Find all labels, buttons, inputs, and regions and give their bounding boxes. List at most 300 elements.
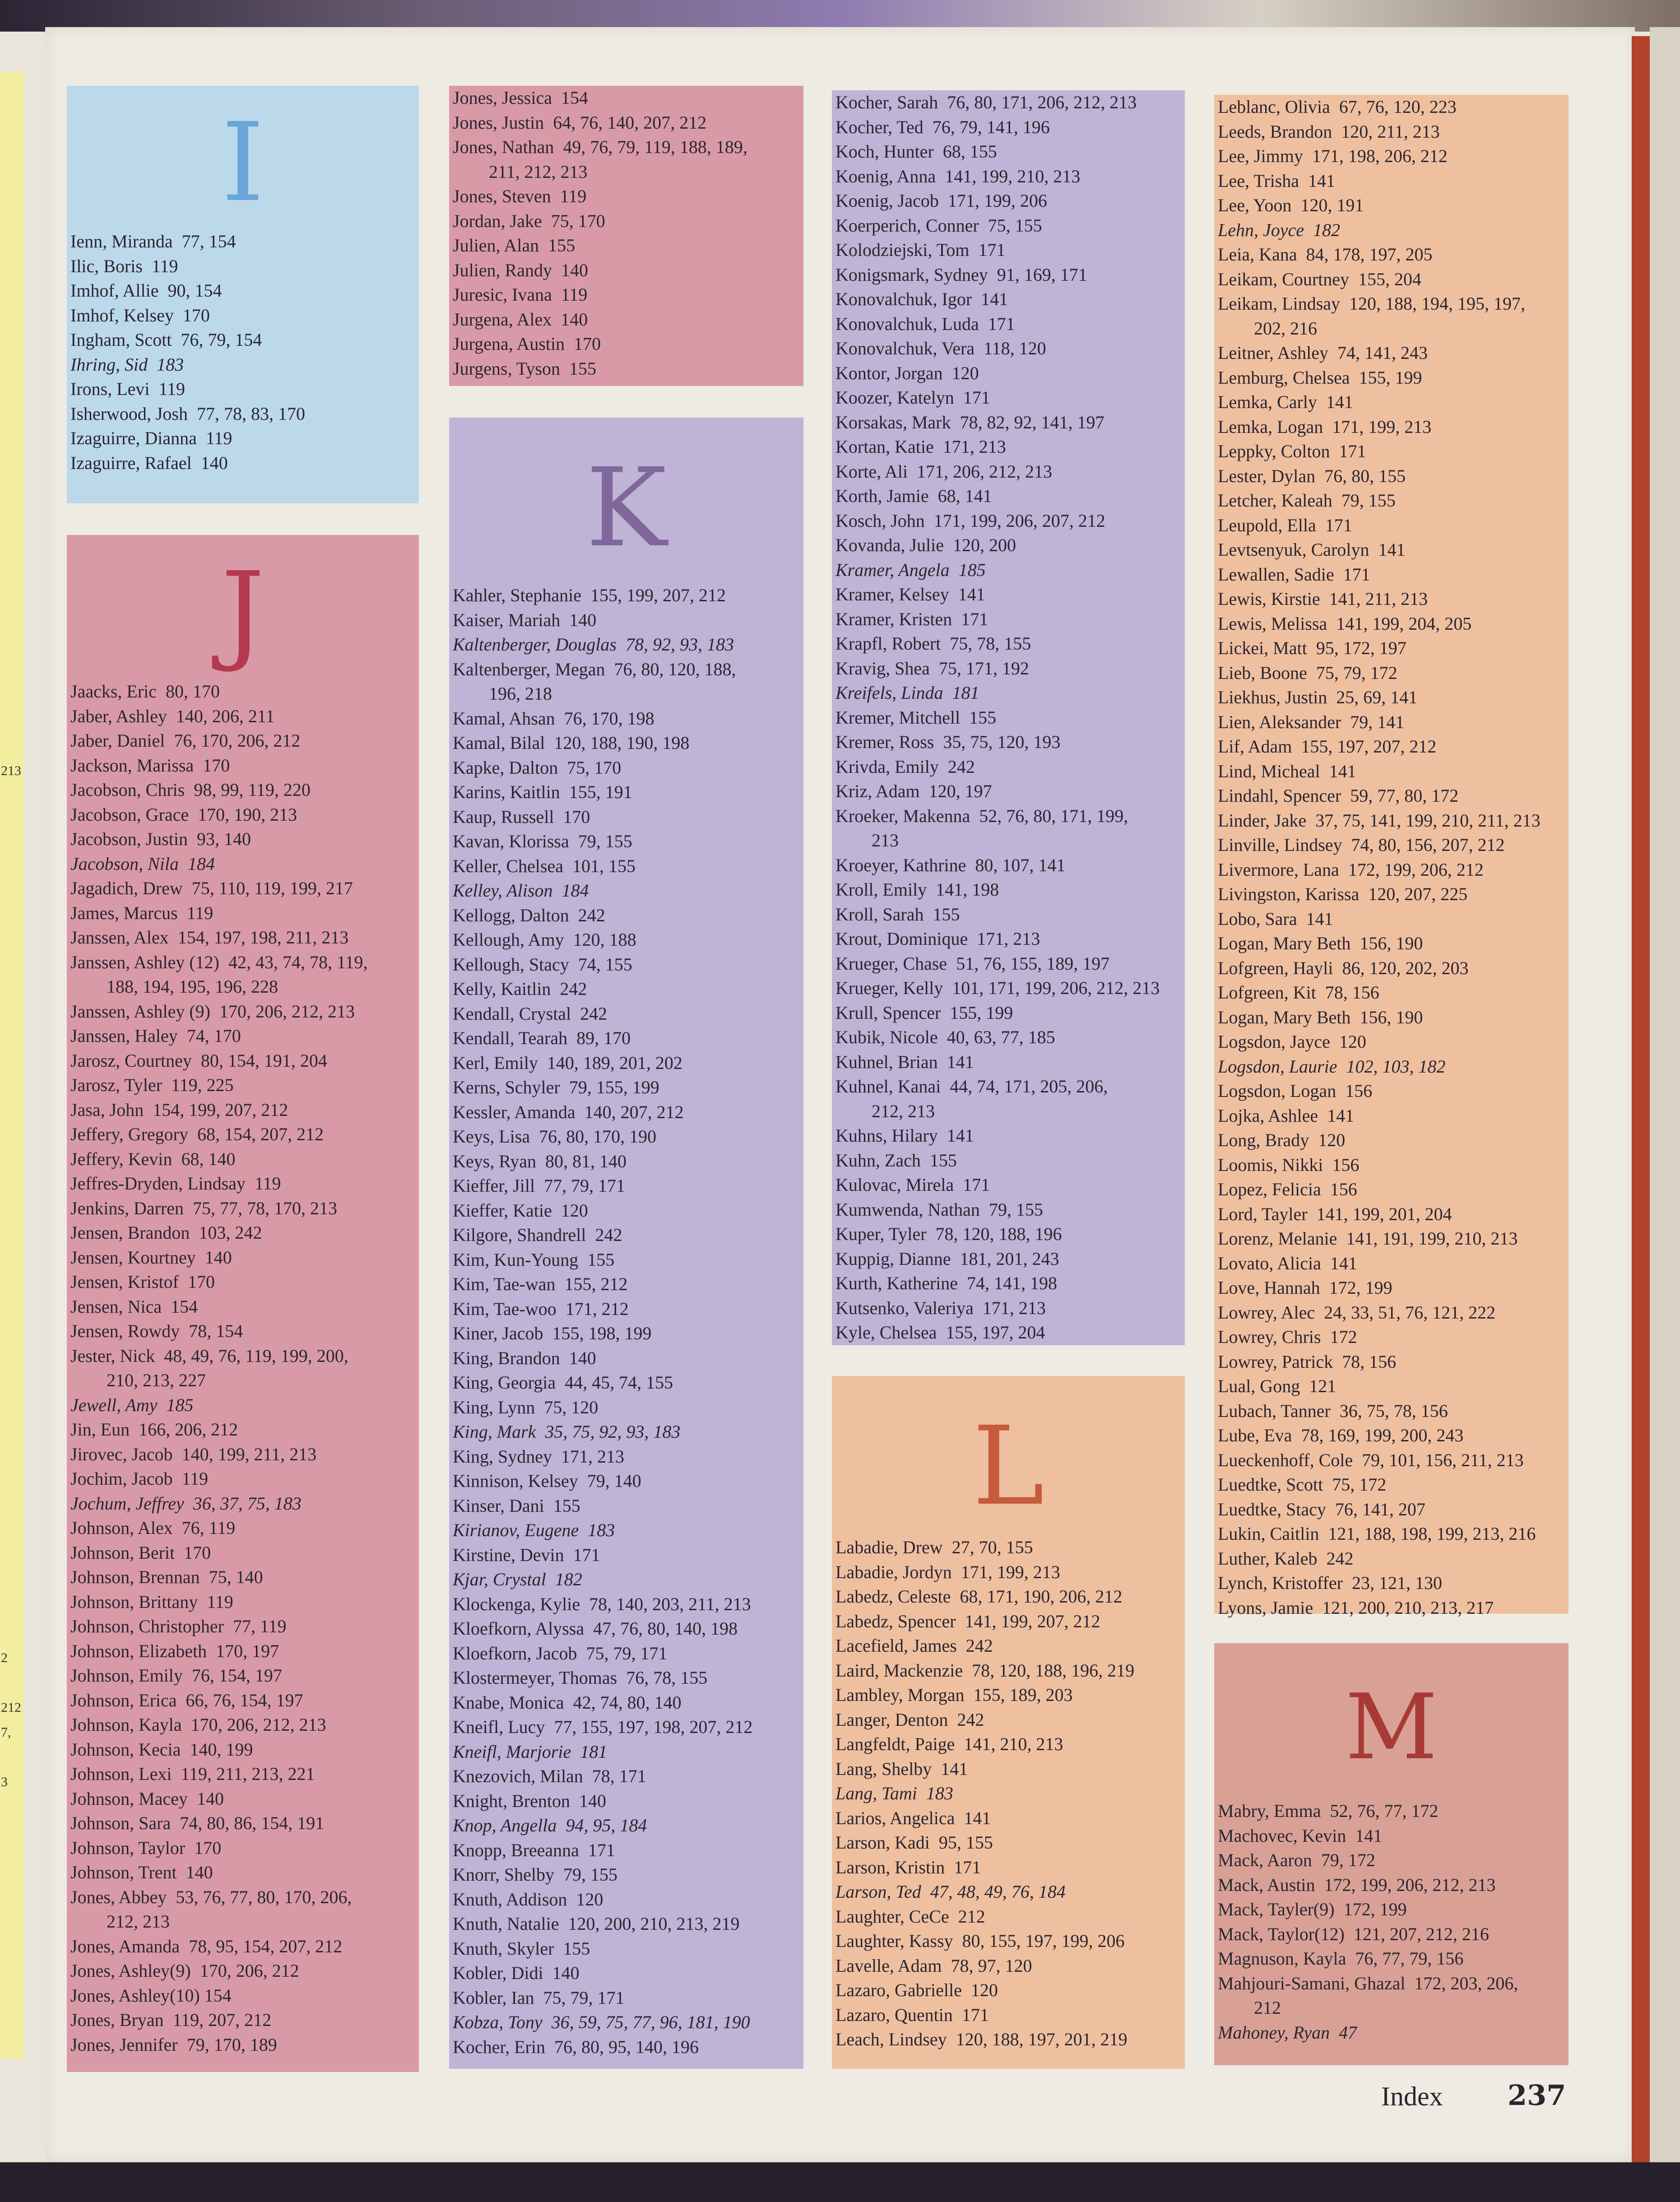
index-entry: Kelley, Alison 184 (453, 880, 589, 901)
index-entry: Logsdon, Jayce 120 (1218, 1031, 1366, 1052)
entry-list-k (453, 583, 800, 2059)
index-entry: Lehn, Joyce 182 (1218, 219, 1341, 240)
index-entry: Jirovec, Jacob 140, 199, 211, 213 (70, 1444, 317, 1464)
index-entry: Kerl, Emily 140, 189, 201, 202 (453, 1052, 682, 1073)
index-entry: Konovalchuk, Vera 118, 120 (835, 338, 1046, 358)
index-entry: Lubach, Tanner 36, 75, 78, 156 (1218, 1400, 1448, 1421)
index-entry: King, Georgia 44, 45, 74, 155 (453, 1372, 673, 1393)
index-entry: Lee, Trisha 141 (1218, 170, 1335, 191)
index-entry: Lavelle, Adam 78, 97, 120 (835, 1955, 1032, 1976)
index-entry: Knuth, Natalie 120, 200, 210, 213, 219 (453, 1914, 740, 1934)
index-entry: Johnson, Trent 140 (70, 1862, 213, 1882)
index-entry: 212, 213 (835, 1101, 935, 1121)
index-entry: Larson, Ted 47, 48, 49, 76, 184 (835, 1881, 1066, 1902)
index-entry: Kutsenko, Valeriya 171, 213 (835, 1297, 1046, 1318)
entry-list-l (835, 1535, 1181, 2052)
index-entry: Kellough, Amy 120, 188 (453, 929, 636, 950)
index-entry: Magnuson, Kayla 76, 77, 79, 156 (1218, 1948, 1464, 1969)
index-entry: Kobler, Didi 140 (453, 1963, 580, 1983)
index-entry: Johnson, Taylor 170 (70, 1837, 222, 1858)
index-entry: Jones, Jennifer 79, 170, 189 (70, 2034, 277, 2055)
index-entry: Keys, Ryan 80, 81, 140 (453, 1151, 627, 1171)
index-entry: Kendall, Crystal 242 (453, 1003, 608, 1024)
index-entry: Kendall, Tearah 89, 170 (453, 1028, 631, 1048)
index-entry: Kaltenberger, Douglas 78, 92, 93, 183 (453, 634, 734, 655)
index-entry: Jin, Eun 166, 206, 212 (70, 1419, 238, 1440)
book-edge (1650, 27, 1680, 2202)
index-entry: Jarosz, Courtney 80, 154, 191, 204 (70, 1050, 327, 1071)
index-entry: Kocher, Erin 76, 80, 95, 140, 196 (453, 2036, 699, 2057)
index-entry: Long, Brady 120 (1218, 1130, 1346, 1150)
index-entry: Janssen, Ashley (9) 170, 206, 212, 213 (70, 1001, 355, 1022)
index-entry: Jones, Amanda 78, 95, 154, 207, 212 (70, 1936, 343, 1956)
index-entry: Logan, Mary Beth 156, 190 (1218, 1007, 1423, 1027)
index-entry: Kramer, Kristen 171 (835, 609, 989, 629)
index-entry: Janssen, Haley 74, 170 (70, 1026, 241, 1046)
index-entry: Linville, Lindsey 74, 80, 156, 207, 212 (1218, 835, 1505, 855)
index-entry: Kramer, Angela 185 (835, 559, 986, 580)
index-entry: Kapke, Dalton 75, 170 (453, 757, 622, 778)
index-entry: Lobo, Sara 141 (1218, 908, 1333, 929)
index-entry: Johnson, Lexi 119, 211, 213, 221 (70, 1764, 315, 1784)
index-entry: Krivda, Emily 242 (835, 756, 975, 777)
index-entry: Kuhnel, Brian 141 (835, 1051, 974, 1072)
index-entry: Lemka, Carly 141 (1218, 392, 1353, 412)
index-entry: Leupold, Ella 171 (1218, 515, 1352, 535)
index-entry: Lewis, Kirstie 141, 211, 213 (1218, 589, 1428, 609)
section-m (1214, 1643, 1569, 2065)
index-entry: Kyle, Chelsea 155, 197, 204 (835, 1322, 1045, 1343)
index-entry: King, Sydney 171, 213 (453, 1446, 624, 1467)
index-entry: Jacobson, Justin 93, 140 (70, 829, 251, 849)
index-entry: Krull, Spencer 155, 199 (835, 1002, 1013, 1023)
index-entry: Lickei, Matt 95, 172, 197 (1218, 638, 1406, 658)
index-entry: Kontor, Jorgan 120 (835, 362, 979, 383)
index-entry: Kirstine, Devin 171 (453, 1544, 600, 1565)
index-entry: Lopez, Felicia 156 (1218, 1179, 1357, 1199)
index-entry: Janssen, Alex 154, 197, 198, 211, 213 (70, 927, 349, 948)
index-entry: 202, 216 (1218, 318, 1317, 339)
index-entry: Jones, Steven 119 (453, 186, 587, 206)
index-entry: Lacefield, James 242 (835, 1635, 993, 1656)
index-entry: Labadie, Jordyn 171, 199, 213 (835, 1561, 1060, 1582)
index-entry: Lewallen, Sadie 171 (1218, 564, 1370, 585)
index-entry: Lazaro, Quentin 171 (835, 2004, 989, 2025)
index-entry: Lowrey, Chris 172 (1218, 1327, 1357, 1347)
index-entry: Kloefkorn, Alyssa 47, 76, 80, 140, 198 (453, 1618, 738, 1639)
index-entry: Laughter, CeCe 212 (835, 1906, 985, 1927)
index-entry: Jurgena, Alex 140 (453, 309, 588, 330)
index-entry: Konovalchuk, Luda 171 (835, 313, 1015, 334)
index-entry: Jewell, Amy 185 (70, 1394, 194, 1415)
index-entry: Leach, Lindsey 120, 188, 197, 201, 219 (835, 2029, 1128, 2049)
index-entry: Koozer, Katelyn 171 (835, 387, 990, 408)
index-entry: Labedz, Spencer 141, 199, 207, 212 (835, 1611, 1100, 1631)
index-entry: 212, 213 (70, 1911, 170, 1932)
index-entry: Kamal, Ahsan 76, 170, 198 (453, 708, 654, 729)
index-entry: Knabe, Monica 42, 74, 80, 140 (453, 1692, 682, 1713)
index-entry: Kloefkorn, Jacob 75, 79, 171 (453, 1643, 668, 1663)
index-entry: Johnson, Christopher 77, 119 (70, 1616, 287, 1636)
index-entry: Luther, Kaleb 242 (1218, 1548, 1354, 1569)
index-entry: Keys, Lisa 76, 80, 170, 190 (453, 1126, 657, 1147)
index-entry: Lang, Tami 183 (835, 1783, 953, 1803)
index-entry: Liekhus, Justin 25, 69, 141 (1218, 687, 1418, 707)
page-spine-edge (1632, 36, 1650, 2185)
index-entry: Jensen, Rowdy 78, 154 (70, 1321, 243, 1341)
section-k-continued (832, 90, 1185, 1345)
section-letter-j: J (221, 548, 265, 675)
index-entry: Levtsenyuk, Carolyn 141 (1218, 539, 1406, 560)
index-entry: Lowrey, Patrick 78, 156 (1218, 1351, 1397, 1372)
index-entry: Kulovac, Mirela 171 (835, 1175, 990, 1195)
index-entry: King, Lynn 75, 120 (453, 1397, 599, 1417)
index-entry: Linder, Jake 37, 75, 141, 199, 210, 211, 213 (1218, 810, 1541, 831)
index-entry: Lynch, Kristoffer 23, 121, 130 (1218, 1573, 1442, 1593)
index-entry: Lewis, Melissa 141, 199, 204, 205 (1218, 613, 1472, 634)
index-entry: King, Mark 35, 75, 92, 93, 183 (453, 1422, 681, 1442)
index-entry: Lee, Yoon 120, 191 (1218, 195, 1364, 215)
index-entry: Letcher, Kaleah 79, 155 (1218, 490, 1396, 511)
index-entry: Kellogg, Dalton 242 (453, 905, 605, 925)
index-entry: Krout, Dominique 171, 213 (835, 929, 1040, 949)
index-entry: Laughter, Kassy 80, 155, 197, 199, 206 (835, 1931, 1125, 1951)
index-entry: Lofgreen, Kit 78, 156 (1218, 982, 1379, 1003)
index-entry: Jensen, Brandon 103, 242 (70, 1222, 262, 1243)
index-entry: Ihring, Sid 183 (70, 354, 184, 375)
index-entry: Johnson, Kayla 170, 206, 212, 213 (70, 1714, 326, 1735)
index-entry: Koenig, Anna 141, 199, 210, 213 (835, 166, 1081, 186)
index-entry: Jones, Bryan 119, 207, 212 (70, 2010, 272, 2030)
index-entry: Kroeyer, Kathrine 80, 107, 141 (835, 855, 1066, 875)
margin-number: 212 (1, 1700, 21, 1715)
index-entry: Jordan, Jake 75, 170 (453, 210, 605, 231)
section-l-continued (1214, 95, 1569, 1618)
index-entry: Korte, Ali 171, 206, 212, 213 (835, 461, 1052, 482)
index-entry: Lind, Micheal 141 (1218, 761, 1356, 781)
index-entry: Knezovich, Milan 78, 171 (453, 1766, 646, 1786)
index-entry: Knorr, Shelby 79, 155 (453, 1864, 618, 1885)
section-i (67, 86, 419, 503)
index-entry: Johnson, Emily 76, 154, 197 (70, 1665, 282, 1686)
index-entry: Kiner, Jacob 155, 198, 199 (453, 1323, 652, 1343)
index-entry: Kuper, Tyler 78, 120, 188, 196 (835, 1224, 1062, 1244)
index-entry: Lukin, Caitlin 121, 188, 198, 199, 213, 216 (1218, 1524, 1536, 1544)
index-entry: Jeffery, Kevin 68, 140 (70, 1148, 236, 1169)
index-entry: Kim, Kun-Young 155 (453, 1249, 615, 1270)
index-entry: Langer, Denton 242 (835, 1709, 984, 1730)
margin-number: 2 (1, 1650, 8, 1665)
index-entry: Lojka, Ashlee 141 (1218, 1105, 1355, 1126)
index-entry: Jacobson, Chris 98, 99, 119, 220 (70, 780, 311, 800)
index-entry: Imhof, Kelsey 170 (70, 305, 210, 325)
index-entry: Jaber, Ashley 140, 206, 211 (70, 706, 275, 726)
index-entry: Kirianov, Eugene 183 (453, 1520, 615, 1540)
index-entry: Isherwood, Josh 77, 78, 83, 170 (70, 403, 305, 424)
margin-number: 213 (1, 763, 21, 778)
entry-list-j-continued (453, 86, 800, 381)
index-entry: Lester, Dylan 76, 80, 155 (1218, 465, 1406, 486)
index-entry: Krapfl, Robert 75, 78, 155 (835, 633, 1031, 654)
margin-number: 7, (1, 1725, 11, 1740)
adjacent-page-strip (0, 72, 23, 2058)
index-entry: Jester, Nick 48, 49, 76, 119, 199, 200, (70, 1345, 348, 1366)
index-entry: Koenig, Jacob 171, 199, 206 (835, 190, 1047, 211)
index-entry: Korsakas, Mark 78, 82, 92, 141, 197 (835, 412, 1105, 432)
index-entry: Johnson, Berit 170 (70, 1542, 211, 1563)
index-entry: Lambley, Morgan 155, 189, 203 (835, 1685, 1073, 1705)
index-entry: 211, 212, 213 (453, 161, 588, 182)
index-entry: Kroll, Emily 141, 198 (835, 879, 999, 900)
index-entry: Knuth, Addison 120 (453, 1889, 603, 1909)
index-entry: Machovec, Kevin 141 (1218, 1825, 1383, 1846)
index-entry: Johnson, Brittany 119 (70, 1591, 233, 1612)
index-entry: Logan, Mary Beth 156, 190 (1218, 933, 1423, 953)
index-entry: Lord, Tayler 141, 199, 201, 204 (1218, 1203, 1452, 1224)
index-entry: Labadie, Drew 27, 70, 155 (835, 1537, 1033, 1557)
index-entry: Jacobson, Nila 184 (70, 853, 215, 874)
index-entry: Jones, Justin 64, 76, 140, 207, 212 (453, 112, 707, 133)
index-entry: Lueckenhoff, Cole 79, 101, 156, 211, 213 (1218, 1449, 1524, 1470)
index-entry: Mack, Austin 172, 199, 206, 212, 213 (1218, 1874, 1496, 1895)
index-entry: Livingston, Karissa 120, 207, 225 (1218, 884, 1468, 904)
index-entry: Jochum, Jeffrey 36, 37, 75, 183 (70, 1493, 302, 1514)
index-entry: Lorenz, Melanie 141, 191, 199, 210, 213 (1218, 1228, 1518, 1249)
index-entry: Kosch, John 171, 199, 206, 207, 212 (835, 510, 1105, 531)
index-entry: Kocher, Ted 76, 79, 141, 196 (835, 116, 1050, 137)
index-entry: Leia, Kana 84, 178, 197, 205 (1218, 244, 1433, 265)
index-entry: Knight, Brenton 140 (453, 1790, 606, 1811)
index-entry: Kahler, Stephanie 155, 199, 207, 212 (453, 585, 726, 605)
index-entry: Imhof, Allie 90, 154 (70, 280, 222, 301)
index-entry: Mack, Taylor(12) 121, 207, 212, 216 (1218, 1923, 1489, 1944)
section-k (449, 418, 803, 2069)
index-entry: Kremer, Ross 35, 75, 120, 193 (835, 732, 1061, 752)
index-entry: Kaup, Russell 170 (453, 806, 590, 827)
page-number: 237 (1508, 2079, 1566, 2112)
index-entry: 212 (1218, 1998, 1281, 2018)
index-entry: Korth, Jamie 68, 141 (835, 486, 992, 506)
index-entry: Loomis, Nikki 156 (1218, 1154, 1360, 1175)
index-entry: Laird, Mackenzie 78, 120, 188, 196, 219 (835, 1660, 1135, 1681)
index-entry: Leitner, Ashley 74, 141, 243 (1218, 343, 1428, 363)
index-entry: Kobza, Tony 36, 59, 75, 77, 96, 181, 190 (453, 2012, 750, 2032)
index-entry: Ingham, Scott 76, 79, 154 (70, 330, 262, 350)
index-entry: Kobler, Ian 75, 79, 171 (453, 1987, 625, 2008)
index-entry: Lif, Adam 155, 197, 207, 212 (1218, 736, 1437, 757)
section-letter-k: K (585, 445, 667, 571)
index-entry: Lang, Shelby 141 (835, 1758, 968, 1779)
index-entry: Kneifl, Marjorie 181 (453, 1741, 608, 1762)
index-entry: Jurgena, Austin 170 (453, 334, 601, 354)
index-entry: Kilgore, Shandrell 242 (453, 1225, 622, 1245)
index-entry: Jackson, Marissa 170 (70, 755, 230, 776)
index-entry: Leblanc, Olivia 67, 76, 120, 223 (1218, 97, 1457, 117)
index-entry: Knopp, Breeanna 171 (453, 1840, 615, 1860)
index-entry: Jones, Jessica 154 (453, 88, 588, 108)
index-entry: Kim, Tae-wan 155, 212 (453, 1274, 628, 1294)
index-entry: Lemburg, Chelsea 155, 199 (1218, 367, 1422, 388)
index-entry: James, Marcus 119 (70, 902, 213, 923)
index-entry: Kelly, Kaitlin 242 (453, 979, 587, 999)
index-entry: Jones, Abbey 53, 76, 77, 80, 170, 206, (70, 1886, 352, 1907)
index-entry: Kortan, Katie 171, 213 (835, 437, 1006, 457)
index-entry: Jochim, Jacob 119 (70, 1468, 209, 1489)
entry-list-j (70, 679, 415, 2057)
index-entry: Lual, Gong 121 (1218, 1376, 1337, 1396)
index-entry: Jacobson, Grace 170, 190, 213 (70, 804, 297, 825)
index-entry: Mahjouri-Samani, Ghazal 172, 203, 206, (1218, 1973, 1518, 1993)
index-entry: Lazaro, Gabrielle 120 (835, 1980, 998, 2000)
index-entry: Johnson, Alex 76, 119 (70, 1518, 236, 1538)
index-entry: Kovanda, Julie 120, 200 (835, 535, 1016, 555)
index-entry: 210, 213, 227 (70, 1370, 206, 1390)
index-entry: Mack, Tayler(9) 172, 199 (1218, 1899, 1407, 1919)
index-entry: Leeds, Brandon 120, 211, 213 (1218, 121, 1440, 142)
index-entry: Knop, Angella 94, 95, 184 (453, 1815, 647, 1835)
index-entry: Krueger, Chase 51, 76, 155, 189, 197 (835, 953, 1110, 974)
index-entry: Kieffer, Katie 120 (453, 1200, 588, 1221)
index-entry: Karins, Kaitlin 155, 191 (453, 782, 632, 802)
index-entry: Keller, Chelsea 101, 155 (453, 855, 636, 876)
index-entry: Jensen, Nica 154 (70, 1296, 198, 1317)
index-entry: Kuppig, Dianne 181, 201, 243 (835, 1248, 1059, 1269)
section-j (67, 535, 419, 2072)
index-entry: Johnson, Brennan 75, 140 (70, 1567, 263, 1587)
index-entry: Leppky, Colton 171 (1218, 441, 1366, 461)
index-entry: Love, Hannah 172, 199 (1218, 1278, 1392, 1298)
index-entry: Lindahl, Spencer 59, 77, 80, 172 (1218, 785, 1459, 806)
index-entry: Klostermeyer, Thomas 76, 78, 155 (453, 1668, 708, 1688)
index-entry: Lofgreen, Hayli 86, 120, 202, 203 (1218, 957, 1469, 978)
index-entry: Izaguirre, Dianna 119 (70, 428, 232, 448)
index-entry: Klockenga, Kylie 78, 140, 203, 211, 213 (453, 1593, 751, 1614)
entry-list-i (70, 229, 415, 475)
index-entry: Kinnison, Kelsey 79, 140 (453, 1471, 641, 1491)
index-entry: Larson, Kristin 171 (835, 1857, 981, 1877)
bottom-edge (0, 2162, 1680, 2202)
index-entry: Lee, Jimmy 171, 198, 206, 212 (1218, 146, 1448, 166)
index-entry: Kneifl, Lucy 77, 155, 197, 198, 207, 212 (453, 1717, 753, 1737)
index-entry: Konovalchuk, Igor 141 (835, 289, 1008, 309)
index-entry: Janssen, Ashley (12) 42, 43, 74, 78, 119, (70, 952, 368, 972)
index-entry: Lien, Aleksander 79, 141 (1218, 711, 1405, 732)
index-entry: Jensen, Kristof 170 (70, 1272, 215, 1292)
index-entry: Kellough, Stacy 74, 155 (453, 954, 632, 975)
index-entry: Kriz, Adam 120, 197 (835, 781, 992, 801)
index-entry: Ilic, Boris 119 (70, 256, 178, 276)
index-entry: Kaiser, Mariah 140 (453, 609, 597, 630)
index-entry: Kurth, Katherine 74, 141, 198 (835, 1273, 1058, 1293)
index-entry: Mack, Aaron 79, 172 (1218, 1850, 1375, 1870)
index-entry: Luedtke, Stacy 76, 141, 207 (1218, 1499, 1425, 1519)
index-entry: Kolodziejski, Tom 171 (835, 240, 1006, 260)
index-entry: Logsdon, Laurie 102, 103, 182 (1218, 1056, 1446, 1077)
index-entry: Jeffres-Dryden, Lindsay 119 (70, 1173, 281, 1194)
index-entry: Kavan, Klorissa 79, 155 (453, 831, 632, 851)
index-entry: Lowrey, Alec 24, 33, 51, 76, 121, 222 (1218, 1302, 1496, 1323)
index-entry: Johnson, Kecia 140, 199 (70, 1739, 253, 1760)
index-entry: Juresic, Ivana 119 (453, 284, 588, 305)
index-entry: Larson, Kadi 95, 155 (835, 1832, 993, 1853)
index-entry: Kroll, Sarah 155 (835, 904, 960, 924)
index-entry: Kaltenberger, Megan 76, 80, 120, 188, (453, 659, 736, 679)
index-entry: Krueger, Kelly 101, 171, 199, 206, 212, 213 (835, 978, 1160, 998)
index-entry: Jarosz, Tyler 119, 225 (70, 1075, 234, 1095)
index-entry: Langfeldt, Paige 141, 210, 213 (835, 1734, 1063, 1754)
index-entry: Ienn, Miranda 77, 154 (70, 231, 236, 251)
index-entry: Lovato, Alicia 141 (1218, 1253, 1357, 1273)
index-entry: Johnson, Macey 140 (70, 1788, 224, 1809)
index-entry: 196, 218 (453, 683, 552, 704)
index-entry: Luedtke, Scott 75, 172 (1218, 1474, 1387, 1495)
index-entry: Jasa, John 154, 199, 207, 212 (70, 1099, 288, 1120)
index-entry: Jones, Ashley(9) 170, 206, 212 (70, 1960, 299, 1981)
index-entry: Jaacks, Eric 80, 170 (70, 681, 220, 701)
index-entry: Izaguirre, Rafael 140 (70, 452, 228, 473)
index-entry: Lemka, Logan 171, 199, 213 (1218, 416, 1432, 437)
index-entry: Larios, Angelica 141 (835, 1807, 991, 1828)
index-entry: Koerperich, Conner 75, 155 (835, 215, 1042, 236)
index-entry: Jensen, Kourtney 140 (70, 1247, 232, 1268)
index-entry: 188, 194, 195, 196, 228 (70, 976, 278, 997)
index-entry: Lube, Eva 78, 169, 199, 200, 243 (1218, 1425, 1464, 1445)
index-entry: Livermore, Lana 172, 199, 206, 212 (1218, 859, 1484, 880)
index-entry: Jones, Nathan 49, 76, 79, 119, 188, 189, (453, 137, 747, 157)
index-entry: Knuth, Skyler 155 (453, 1938, 590, 1959)
index-entry: Julien, Alan 155 (453, 235, 575, 256)
index-entry: 213 (835, 830, 899, 850)
section-letter-l: L (972, 1403, 1044, 1529)
index-entry: Leikam, Courtney 155, 204 (1218, 269, 1422, 289)
index-entry: Kramer, Kelsey 141 (835, 584, 985, 604)
index-entry: Kocher, Sarah 76, 80, 171, 206, 212, 213 (835, 92, 1137, 112)
index-entry: Kjar, Crystal 182 (453, 1569, 582, 1589)
margin-number: 3 (1, 1775, 8, 1789)
index-entry: Leikam, Lindsay 120, 188, 194, 195, 197, (1218, 293, 1526, 314)
index-entry: Johnson, Elizabeth 170, 197 (70, 1640, 279, 1661)
index-entry: Kerns, Schyler 79, 155, 199 (453, 1077, 659, 1097)
index-entry: Johnson, Sara 74, 80, 86, 154, 191 (70, 1813, 325, 1833)
index-entry: Logsdon, Logan 156 (1218, 1081, 1373, 1101)
index-entry: Kim, Tae-woo 171, 212 (453, 1298, 629, 1319)
index-entry: Jaber, Daniel 76, 170, 206, 212 (70, 730, 301, 751)
section-l (832, 1376, 1185, 2069)
index-entry: Kroeker, Makenna 52, 76, 80, 171, 199, (835, 805, 1128, 826)
index-entry: Kravig, Shea 75, 171, 192 (835, 658, 1029, 678)
index-entry: Kessler, Amanda 140, 207, 212 (453, 1101, 684, 1122)
index-entry: Lyons, Jamie 121, 200, 210, 213, 217 (1218, 1597, 1494, 1618)
index-entry: Kuhnel, Kanai 44, 74, 171, 205, 206, (835, 1076, 1108, 1096)
index-entry: Julien, Randy 140 (453, 260, 588, 280)
index-entry: Koch, Hunter 68, 155 (835, 141, 997, 162)
index-entry: King, Brandon 140 (453, 1347, 596, 1368)
index-entry: Kreifels, Linda 181 (835, 683, 979, 703)
index-entry: Kumwenda, Nathan 79, 155 (835, 1199, 1043, 1220)
index-entry: Kamal, Bilal 120, 188, 190, 198 (453, 733, 690, 753)
index-entry: Johnson, Erica 66, 76, 154, 197 (70, 1690, 303, 1710)
index-entry: Kuhns, Hilary 141 (835, 1125, 974, 1146)
index-entry: Kinser, Dani 155 (453, 1495, 580, 1516)
index-entry: Irons, Levi 119 (70, 379, 186, 399)
entry-list-l-continued (1218, 95, 1565, 1620)
index-entry: Jeffery, Gregory 68, 154, 207, 212 (70, 1124, 324, 1144)
index-entry: Jurgens, Tyson 155 (453, 358, 596, 379)
section-letter-m: M (1345, 1675, 1438, 1780)
index-entry: Kubik, Nicole 40, 63, 77, 185 (835, 1027, 1055, 1047)
index-entry: Jagadich, Drew 75, 110, 119, 199, 217 (70, 878, 353, 898)
index-entry: Kieffer, Jill 77, 79, 171 (453, 1175, 626, 1196)
